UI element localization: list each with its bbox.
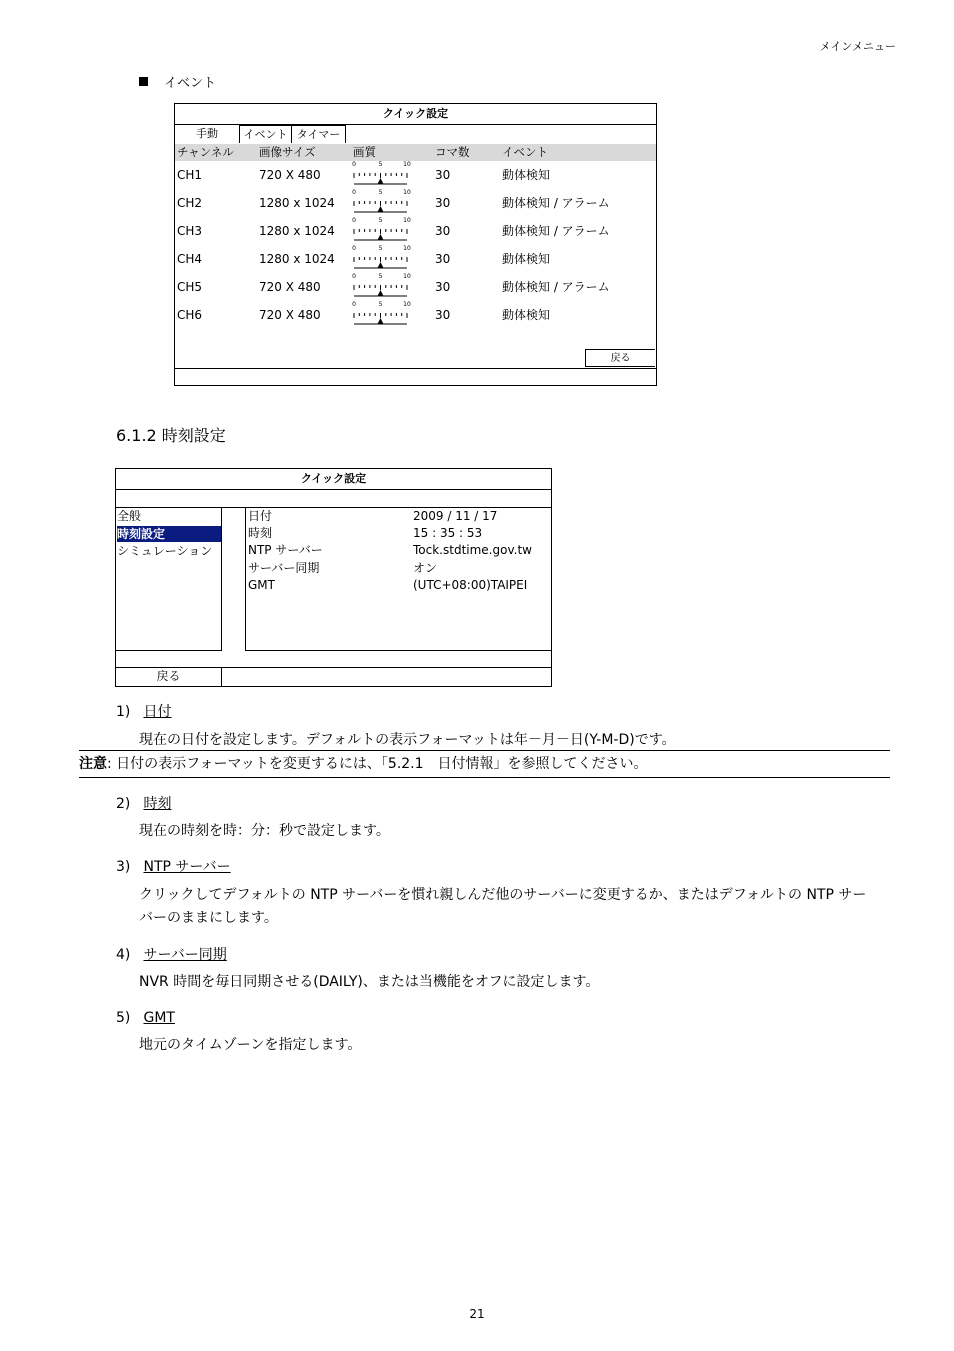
image-size-cell: 1280 x 1024 [259, 196, 335, 210]
item-gmt [116, 1007, 175, 1026]
menu-item-time-setting[interactable]: 時刻設定 [117, 526, 221, 542]
setting-label: GMT [248, 578, 275, 592]
setting-label: NTP サーバー [248, 543, 323, 557]
channel-cell: CH6 [177, 308, 203, 322]
item-ntp-server [116, 856, 231, 876]
quality-slider[interactable] [352, 160, 410, 188]
setting-row-time[interactable] [248, 525, 551, 542]
back-button[interactable]: 戻る [585, 349, 655, 367]
scale-label: 5 [378, 245, 383, 252]
scale-label: 10 [403, 273, 411, 280]
channel-cell: CH3 [177, 224, 203, 238]
note-box [79, 750, 890, 778]
table-row[interactable] [175, 301, 656, 326]
slider-thumb[interactable] [378, 234, 384, 240]
square-bullet-icon [139, 77, 148, 86]
item-desc: クリックしてデフォルトの NTP サーバーを慣れ親しんだ他のサーバーに変更するか、またはデフォルトの NTP サー [139, 887, 867, 903]
item-time [116, 793, 171, 813]
image-size-cell: 720 X 480 [259, 280, 321, 294]
event-cell: 動体検知 / アラーム [502, 224, 610, 238]
frame-count-cell: 30 [435, 224, 451, 238]
item-number: 5) [116, 1010, 131, 1026]
setting-label: 日付 [248, 509, 273, 523]
frame-count-cell: 30 [435, 196, 451, 210]
channel-cell: CH5 [177, 280, 203, 294]
item-date [116, 701, 171, 721]
item-desc: 現在の日付を設定します。デフォルトの表示フォーマットは年－月－日(Y-M-D)です。 [139, 732, 676, 748]
scale-label: 5 [378, 161, 383, 168]
scale-label: 0 [352, 273, 356, 280]
setting-label: サーバー同期 [248, 561, 320, 575]
frame-count-cell: 30 [435, 252, 451, 266]
col-image-size: 画像サイズ [259, 145, 316, 159]
scale-label: 10 [403, 189, 411, 196]
menu-item-simulation[interactable]: シミュレーション [117, 544, 213, 558]
slider-thumb[interactable] [378, 206, 384, 212]
item-title: NTP サーバー [143, 859, 231, 875]
scale-label: 5 [378, 301, 383, 308]
note-separator: : [107, 756, 112, 772]
item-title: 日付 [143, 704, 172, 720]
slider-thumb[interactable] [378, 262, 384, 268]
scale-label: 0 [352, 189, 356, 196]
slider-thumb[interactable] [378, 290, 384, 296]
setting-value: 15 : 35 : 53 [413, 526, 483, 540]
note-label: 注意 [79, 756, 107, 772]
event-cell: 動体検知 [502, 168, 551, 182]
item-title: 時刻 [143, 796, 172, 812]
item-title: サーバー同期 [143, 947, 227, 963]
tab-event[interactable]: イベント [239, 125, 292, 143]
setting-value: (UTC+08:00)TAIPEI [413, 578, 528, 592]
settings-menu [116, 508, 222, 651]
image-size-cell: 1280 x 1024 [259, 252, 335, 266]
col-event: イベント [502, 145, 548, 159]
item-desc-continued: バーのままにします。 [139, 910, 278, 926]
table-header [175, 144, 656, 161]
frame-count-cell: 30 [435, 168, 451, 182]
note-text: 日付の表示フォーマットを変更するには、「5.2.1 日付情報」を参照してください。 [116, 756, 648, 772]
quality-slider[interactable] [352, 244, 410, 272]
quality-slider[interactable] [352, 188, 410, 216]
setting-row-ntp-server[interactable] [248, 542, 551, 559]
quick-setup-dialog-event [174, 103, 657, 386]
event-cell: 動体検知 [502, 252, 551, 266]
item-number: 2) [116, 796, 131, 812]
scale-label: 10 [403, 161, 411, 168]
table-row[interactable] [175, 217, 656, 242]
scale-label: 10 [403, 217, 411, 224]
dialog-divider [175, 368, 656, 369]
dialog-title: クイック設定 [116, 469, 551, 490]
item-title: GMT [143, 1010, 175, 1026]
scale-label: 0 [352, 301, 356, 308]
scale-label: 0 [352, 217, 356, 224]
running-header: メインメニュー [819, 40, 896, 53]
event-cell: 動体検知 / アラーム [502, 280, 610, 294]
bullet-text: イベント [164, 76, 217, 91]
image-size-cell: 720 X 480 [259, 168, 321, 182]
col-quality: 画質 [353, 145, 376, 159]
table-row[interactable] [175, 245, 656, 270]
page-number: 21 [469, 1307, 485, 1321]
channel-cell: CH4 [177, 252, 203, 266]
back-button[interactable]: 戻る [116, 667, 222, 686]
col-frame-count: コマ数 [435, 145, 470, 159]
settings-panel [245, 508, 551, 651]
setting-value: 2009 / 11 / 17 [413, 509, 498, 523]
item-number: 1) [116, 704, 131, 720]
quality-slider[interactable] [352, 272, 410, 300]
tab-manual[interactable]: 手動 [196, 127, 218, 140]
image-size-cell: 720 X 480 [259, 308, 321, 322]
quality-slider[interactable] [352, 300, 410, 328]
scale-label: 10 [403, 301, 411, 308]
event-cell: 動体検知 / アラーム [502, 196, 610, 210]
col-channel: チャンネル [177, 145, 234, 159]
item-desc: 現在の時刻を時：分：秒で設定します。 [139, 823, 390, 839]
quick-setup-dialog-time [115, 468, 552, 687]
item-number: 4) [116, 947, 131, 963]
item-number: 3) [116, 859, 131, 875]
item-desc: 地元のタイムゾーンを指定します。 [139, 1037, 362, 1053]
menu-item-general[interactable]: 全般 [117, 509, 142, 523]
quality-slider[interactable] [352, 216, 410, 244]
setting-row-date[interactable] [248, 508, 551, 525]
scale-label: 5 [378, 217, 383, 224]
frame-count-cell: 30 [435, 280, 451, 294]
setting-value: Tock.stdtime.gov.tw [413, 543, 532, 557]
scale-label: 10 [403, 245, 411, 252]
slider-thumb[interactable] [378, 318, 384, 324]
scale-label: 0 [352, 245, 356, 252]
scale-label: 5 [378, 189, 383, 196]
scale-label: 0 [352, 161, 356, 168]
table-row[interactable] [175, 161, 656, 186]
channel-cell: CH1 [177, 168, 203, 182]
table-row[interactable] [175, 189, 656, 214]
tab-timer[interactable]: タイマー [292, 125, 346, 143]
slider-thumb[interactable] [378, 178, 384, 184]
frame-count-cell: 30 [435, 308, 451, 322]
item-server-sync [116, 944, 227, 964]
section-heading: 6.1.2 時刻設定 [116, 426, 226, 445]
setting-label: 時刻 [248, 526, 273, 540]
tab-bar [175, 125, 346, 143]
item-desc: NVR 時間を毎日同期させる(DAILY)、または当機能をオフに設定します。 [139, 974, 600, 990]
channel-cell: CH2 [177, 196, 203, 210]
setting-row-server-sync[interactable] [248, 560, 551, 577]
event-cell: 動体検知 [502, 308, 551, 322]
image-size-cell: 1280 x 1024 [259, 224, 335, 238]
setting-row-gmt[interactable] [248, 577, 551, 594]
table-row[interactable] [175, 273, 656, 298]
dialog-title: クイック設定 [175, 104, 656, 125]
bullet-heading [139, 72, 216, 91]
setting-value: オン [413, 561, 438, 575]
scale-label: 5 [378, 273, 383, 280]
